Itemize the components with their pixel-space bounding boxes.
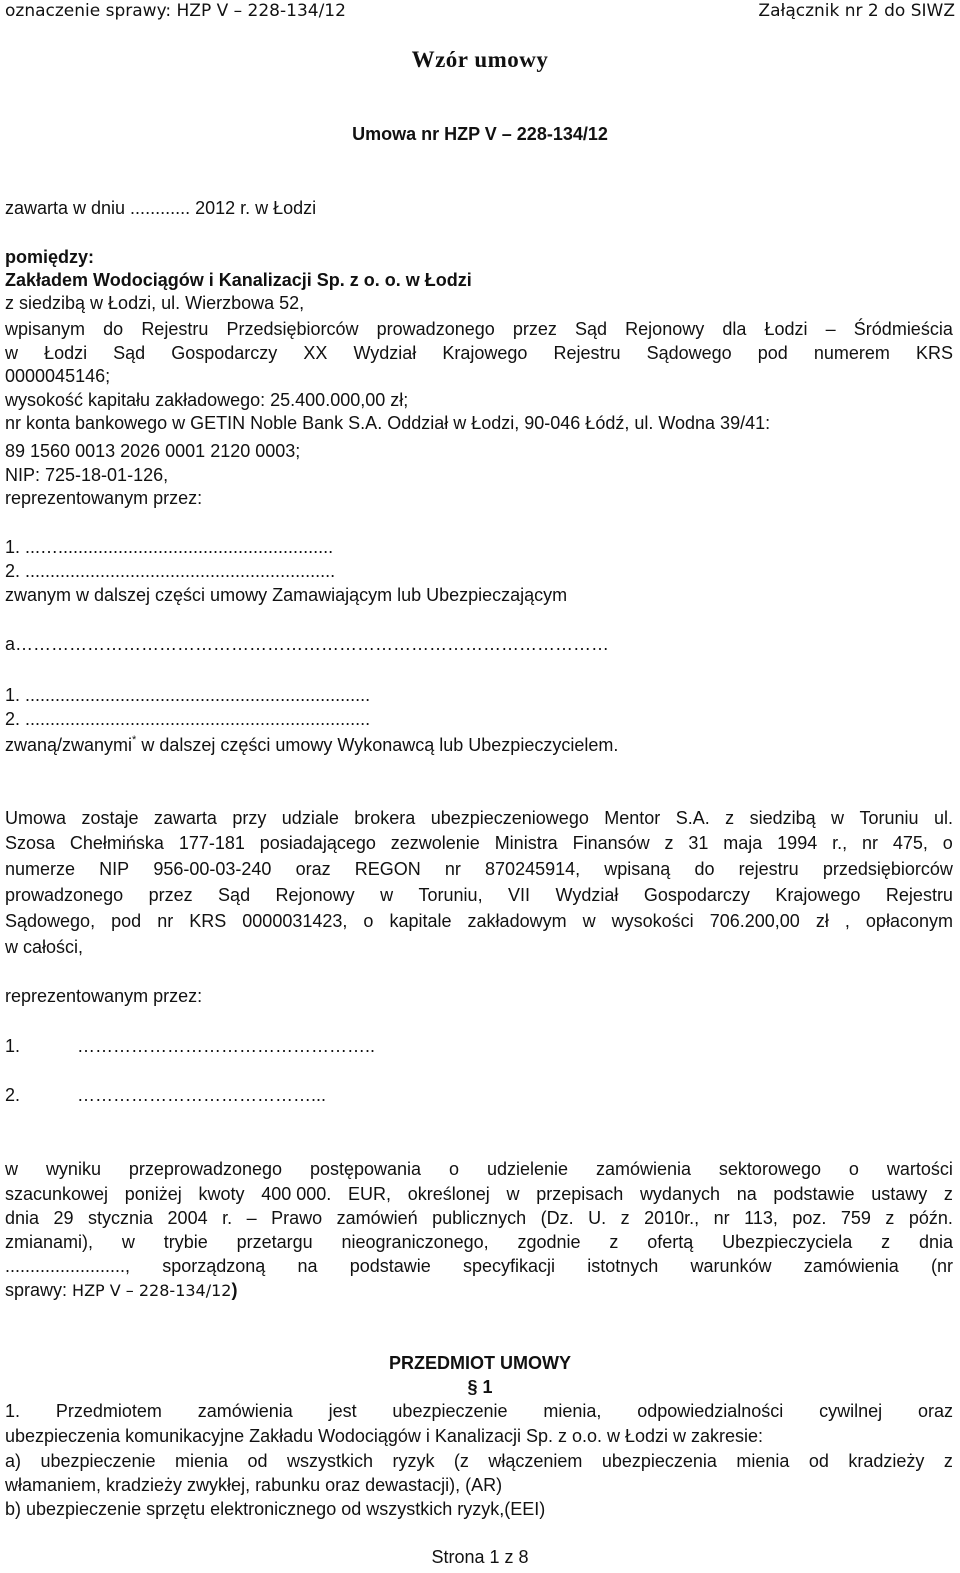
word: (nr xyxy=(931,1256,953,1276)
party2-representative-1: 1. ..................................................................... xyxy=(5,685,371,705)
word: przez xyxy=(512,319,557,339)
word: posiadającego xyxy=(259,833,376,853)
broker-line2 xyxy=(5,832,953,854)
page-footer: Strona 1 z 8 xyxy=(431,1547,529,1567)
word: Przedsiębiorców xyxy=(226,319,359,339)
rep1-number: 1. xyxy=(5,1036,21,1056)
word: mienia xyxy=(175,1451,229,1471)
word: od xyxy=(247,1451,268,1471)
word: 475, xyxy=(892,833,928,853)
word: Przedmiotem xyxy=(55,1401,162,1421)
word: Sąd xyxy=(218,885,251,905)
party2-representative-2: 2. ..................................................................... xyxy=(5,709,371,729)
attachment-label: Załącznik nr 2 do SIWZ xyxy=(758,1,955,21)
word: nieograniczonego, xyxy=(341,1232,489,1252)
party1-representative-2: 2. .............................................................. xyxy=(5,561,336,581)
word: przez xyxy=(148,885,193,905)
word: zezwolenie xyxy=(390,833,480,853)
word: 1994 xyxy=(777,833,818,853)
word: oraz xyxy=(295,859,331,879)
party1-krs: 0000045146; xyxy=(5,366,111,386)
word: 0000031423, xyxy=(242,911,348,931)
word: – xyxy=(246,1208,257,1228)
word: warunków xyxy=(690,1256,772,1276)
word: Gospodarczy xyxy=(643,885,750,905)
word: 29 xyxy=(53,1208,74,1228)
word: stycznia xyxy=(88,1208,154,1228)
word: w xyxy=(506,1184,520,1204)
word: postępowania xyxy=(309,1159,422,1179)
word: ubezpieczeniowego xyxy=(430,808,589,828)
word: 706.200,00 xyxy=(709,911,800,931)
broker-line5 xyxy=(5,910,953,932)
subject-line3 xyxy=(5,1450,953,1472)
broker-line3 xyxy=(5,858,953,880)
word: Sąd xyxy=(575,319,608,339)
word: Ubezpieczyciela xyxy=(722,1232,853,1252)
word: 113, xyxy=(744,1208,778,1228)
party1-register-line2 xyxy=(5,342,953,364)
broker-line6: w całości, xyxy=(5,937,84,957)
word: zamówienia xyxy=(803,1256,899,1276)
word: REGON xyxy=(354,859,421,879)
word: z xyxy=(943,1451,953,1471)
document-title: Wzór umowy xyxy=(411,47,549,72)
party1-nip: NIP: 725-18-01-126, xyxy=(5,465,169,485)
broker-representative-1 xyxy=(5,1035,375,1057)
word: udzielenie xyxy=(486,1159,568,1179)
word: ofertą xyxy=(647,1232,694,1252)
word: (z xyxy=(453,1451,469,1471)
rep2-dots: …………………………………... xyxy=(77,1085,327,1105)
word: zł xyxy=(815,911,829,931)
word: ustawy xyxy=(871,1184,928,1204)
concluded-line: zawarta w dniu ............ 2012 r. w Łodzi xyxy=(5,198,317,218)
word: nr xyxy=(713,1208,730,1228)
word: Krajowego xyxy=(442,343,528,363)
word: cywilnej xyxy=(819,1401,883,1421)
word: na xyxy=(297,1256,318,1276)
word: w xyxy=(380,885,394,905)
and-line: a……………………………………………………………………………………… xyxy=(5,634,610,654)
broker-representative-2 xyxy=(5,1084,326,1106)
word: włączeniem xyxy=(488,1451,583,1471)
word: przetargu xyxy=(236,1232,313,1252)
word: odpowiedzialności xyxy=(637,1401,784,1421)
word: przepisach xyxy=(536,1184,624,1204)
word: wpisanym xyxy=(5,319,86,339)
party1-representative-1: 1. ...…....................................................... xyxy=(5,537,334,557)
word: wszystkich xyxy=(286,1451,373,1471)
subject-line4: włamaniem, kradzieży zwykłej, rabunku oraz dewastacji), (AR) xyxy=(5,1475,503,1495)
subject-line5: b) ubezpieczenie sprzętu elektronicznego od wszystkich ryzyk,(EEI) xyxy=(5,1499,546,1519)
word: r. xyxy=(222,1208,233,1228)
procedure-line4 xyxy=(5,1231,953,1253)
procedure-line1 xyxy=(5,1158,953,1180)
word: Łodzi xyxy=(44,343,88,363)
word: 956-00-03-240 xyxy=(153,859,272,879)
word: Sądowego, xyxy=(5,911,96,931)
word: wydanych xyxy=(639,1184,720,1204)
word: zmianami), xyxy=(5,1232,94,1252)
word: 759 xyxy=(840,1208,871,1228)
word: o xyxy=(363,911,374,931)
word: zamówień xyxy=(336,1208,418,1228)
word: pod xyxy=(111,911,142,931)
word: wpisaną xyxy=(604,859,671,879)
word: kradzieży xyxy=(848,1451,925,1471)
word: kwoty xyxy=(198,1184,245,1204)
word: zostaje xyxy=(81,808,139,828)
word: w xyxy=(5,1159,18,1179)
between-label: pomiędzy: xyxy=(5,247,95,267)
word: 400 000. xyxy=(261,1184,332,1204)
word: kapitale xyxy=(389,911,452,931)
word: ubezpieczenie xyxy=(40,1451,156,1471)
word: sporządzoną xyxy=(162,1256,266,1276)
word: określonej xyxy=(407,1184,490,1204)
case-ref-close: ) xyxy=(231,1280,238,1300)
word: Śródmieścia xyxy=(853,319,953,339)
word: przedsiębiorców xyxy=(822,859,953,879)
word: wysokości xyxy=(611,911,694,931)
word: mienia xyxy=(736,1451,790,1471)
party2-called-a: zwaną/zwanymi xyxy=(5,735,133,755)
paragraph-mark: § 1 xyxy=(467,1377,493,1397)
word: Ministra xyxy=(494,833,558,853)
word: S.A. xyxy=(675,808,710,828)
word: Krajowego xyxy=(775,885,861,905)
word: KRS xyxy=(189,911,227,931)
word: zamówienia xyxy=(595,1159,691,1179)
word: prowadzonego xyxy=(5,885,124,905)
word: nr xyxy=(861,833,878,853)
word: , xyxy=(844,911,850,931)
word: w xyxy=(121,1232,135,1252)
word: do xyxy=(103,319,124,339)
word: istotnych xyxy=(587,1256,659,1276)
word: poniżej xyxy=(124,1184,182,1204)
word: XX xyxy=(303,343,328,363)
page-header xyxy=(5,0,955,22)
word: Mentor xyxy=(604,808,661,828)
word: z xyxy=(620,1208,630,1228)
word: NIP xyxy=(99,859,130,879)
word: Sąd xyxy=(113,343,146,363)
word: na xyxy=(736,1184,757,1204)
word: siedzibą xyxy=(749,808,816,828)
word: rejestru xyxy=(738,859,799,879)
party1-represented-by: reprezentowanym przez: xyxy=(5,488,203,508)
party1-register-line1 xyxy=(5,318,953,340)
word: opłaconym xyxy=(865,911,953,931)
word: – xyxy=(825,319,836,339)
word: Szosa xyxy=(5,833,56,853)
broker-line1 xyxy=(5,807,953,829)
party1-account: 89 1560 0013 2026 0001 2120 0003; xyxy=(5,441,301,461)
word: w xyxy=(5,343,18,363)
word: zgodnie xyxy=(517,1232,581,1252)
word: szacunkowej xyxy=(5,1184,109,1204)
word: numerem xyxy=(813,343,890,363)
party2-called-b: w dalszej części umowy Wykonawcą lub Ubezpieczycielem. xyxy=(136,735,619,755)
word: jest xyxy=(328,1401,357,1421)
broker-represented-by: reprezentowanym przez: xyxy=(5,986,203,1006)
word: Rejestru xyxy=(885,885,953,905)
word: pod xyxy=(757,343,788,363)
word: VII xyxy=(508,885,531,905)
word: wartości xyxy=(886,1159,953,1179)
word: mienia, xyxy=(543,1401,602,1421)
party1-called: zwanym w dalszej części umowy Zamawiającym lub Ubezpieczającym xyxy=(5,585,568,605)
word: trybie xyxy=(163,1232,208,1252)
subject-line1 xyxy=(5,1400,953,1422)
word: KRS xyxy=(915,343,953,363)
word: nr xyxy=(444,859,461,879)
party1-name: Zakładem Wodociągów i Kanalizacji Sp. z o. o. w Łodzi xyxy=(5,270,472,290)
word: ubezpieczenia xyxy=(601,1451,717,1471)
word: Wydział xyxy=(555,885,619,905)
word: sektorowego xyxy=(718,1159,821,1179)
word: (Dz. xyxy=(540,1208,574,1228)
word: Sądowego xyxy=(646,343,732,363)
procedure-line6 xyxy=(5,1279,237,1302)
word: prowadzonego xyxy=(376,319,495,339)
word: Umowa xyxy=(5,808,67,828)
word: ubezpieczenie xyxy=(392,1401,508,1421)
word: maja xyxy=(723,833,763,853)
word: przeprowadzonego xyxy=(128,1159,283,1179)
word: Wydział xyxy=(353,343,417,363)
word: zakładowym xyxy=(467,911,567,931)
word: Rejonowy xyxy=(625,319,705,339)
rep1-dots: ………………………………………….. xyxy=(77,1036,376,1056)
word: z xyxy=(609,1232,619,1252)
word: a) xyxy=(5,1451,22,1471)
procedure-line3 xyxy=(5,1207,953,1229)
subject-line2: ubezpieczenia komunikacyjne Zakładu Wodociągów i Kanalizacji Sp. z o.o. w Łodzi w zakresie: xyxy=(5,1426,764,1446)
word: z xyxy=(664,833,674,853)
word: z xyxy=(885,1208,895,1228)
procedure-line2 xyxy=(5,1183,953,1205)
word: przy xyxy=(232,808,267,828)
word: Prawo xyxy=(271,1208,323,1228)
rep2-number: 2. xyxy=(5,1085,21,1105)
word: z xyxy=(881,1232,891,1252)
word: 2004 xyxy=(167,1208,208,1228)
word: udziale xyxy=(281,808,339,828)
word: od xyxy=(808,1451,829,1471)
word: Chełmińska xyxy=(69,833,164,853)
word: w xyxy=(831,808,845,828)
party1-seat: z siedzibą w Łodzi, ul. Wierzbowa 52, xyxy=(5,293,305,313)
word: EUR, xyxy=(348,1184,392,1204)
party1-capital: wysokość kapitału zakładowego: 25.400.000,00 zł; xyxy=(5,390,409,410)
word: 870245914, xyxy=(485,859,581,879)
subject-heading: PRZEDMIOT UMOWY xyxy=(389,1353,571,1373)
word: Łodzi xyxy=(764,319,808,339)
word: Rejestru xyxy=(553,343,621,363)
word: w xyxy=(582,911,596,931)
word: Toruniu, xyxy=(418,885,483,905)
word: oraz xyxy=(917,1401,953,1421)
word: nr xyxy=(157,911,174,931)
word: z xyxy=(943,1184,953,1204)
party1-bank: nr konta bankowego w GETIN Noble Bank S.A. Oddział w Łodzi, 90-046 Łódź, ul. Wodna 39/41: xyxy=(5,413,771,433)
footnote-star: * xyxy=(132,734,137,746)
word: dnia xyxy=(918,1232,953,1252)
word: publicznych xyxy=(432,1208,527,1228)
word: o xyxy=(942,833,953,853)
word: ul. xyxy=(933,808,953,828)
word: poz. xyxy=(792,1208,827,1228)
case-ref-number: HZP V – 228-134/12 xyxy=(72,1281,232,1300)
word: 177-181 xyxy=(178,833,245,853)
word: 2010r., xyxy=(644,1208,700,1228)
word: 31 xyxy=(688,833,709,853)
word: zawarta xyxy=(153,808,217,828)
word: numerze xyxy=(5,859,76,879)
word: dla xyxy=(722,319,747,339)
case-ref-prefix: sprawy: xyxy=(5,1280,73,1300)
word: 1. xyxy=(5,1401,21,1421)
word: późn. xyxy=(908,1208,953,1228)
word: podstawie xyxy=(773,1184,855,1204)
word: brokera xyxy=(354,808,416,828)
procedure-line5 xyxy=(5,1255,953,1277)
word: ryzyk xyxy=(392,1451,435,1471)
word: Finansów xyxy=(572,833,650,853)
word: Rejestru xyxy=(141,319,209,339)
word: zamówienia xyxy=(197,1401,293,1421)
party2-called xyxy=(5,734,618,756)
word: Rejonowy xyxy=(275,885,355,905)
word: dnia xyxy=(5,1208,40,1228)
word: podstawie xyxy=(349,1256,431,1276)
word: U. xyxy=(588,1208,607,1228)
word: ........................, xyxy=(5,1256,131,1276)
case-reference: oznaczenie sprawy: HZP V – 228-134/12 xyxy=(5,1,346,21)
word: specyfikacji xyxy=(463,1256,556,1276)
word: r., xyxy=(832,833,848,853)
word: do xyxy=(694,859,715,879)
word: Toruniu xyxy=(859,808,919,828)
word: wyniku xyxy=(45,1159,101,1179)
word: o xyxy=(848,1159,859,1179)
word: Gospodarczy xyxy=(171,343,278,363)
broker-line4 xyxy=(5,884,953,906)
contract-number: Umowa nr HZP V – 228-134/12 xyxy=(352,124,608,144)
word: z xyxy=(725,808,735,828)
word: o xyxy=(448,1159,459,1179)
